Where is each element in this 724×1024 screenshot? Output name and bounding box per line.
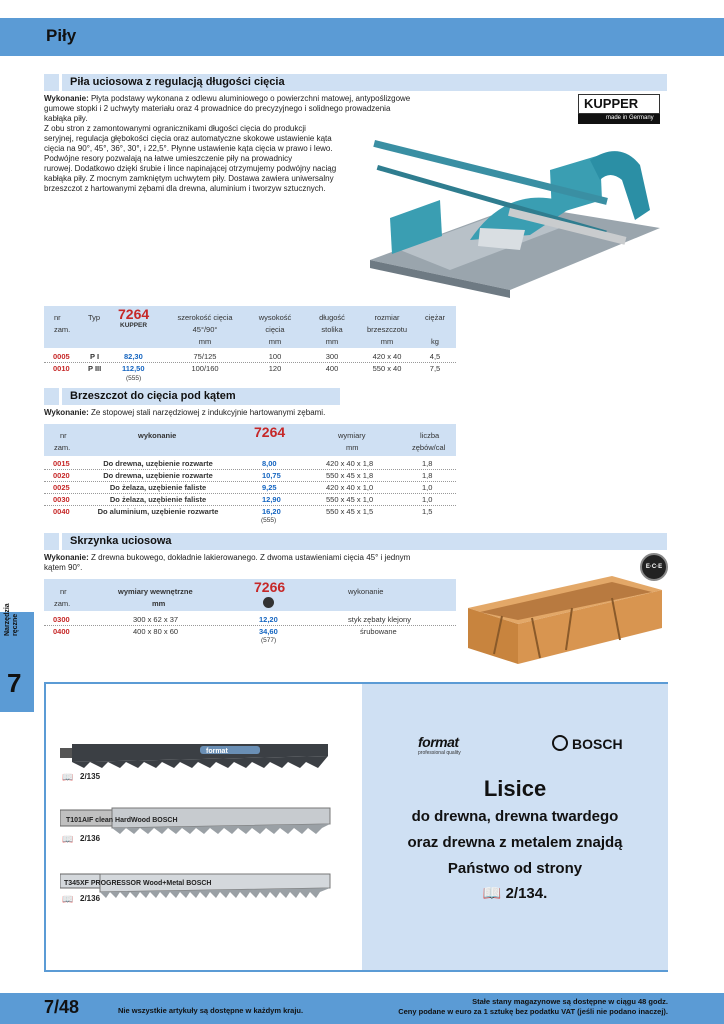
table-row: 0020: [53, 471, 70, 480]
code-brand: KUPPER: [120, 322, 148, 329]
book-icon: 📖: [62, 894, 74, 904]
col-nr: nr: [60, 587, 67, 596]
blade-ref: 2/135: [80, 772, 101, 781]
row-divider: [44, 625, 456, 626]
cell: śrubowane: [360, 627, 397, 636]
price: 112,50: [122, 364, 145, 373]
col-wykonanie: wykonanie: [138, 431, 177, 440]
col-wymiary: wymiary: [338, 431, 366, 440]
blade-description: Wykonanie: Ze stopowej stali narzędziowej z indukcyjnie hartowanymi zębami.: [44, 408, 326, 417]
cell: 420 x 40 x 1,8: [326, 459, 374, 468]
price: 16,20: [262, 507, 281, 516]
col-head: ciężar: [424, 313, 445, 322]
section-header-box: [62, 533, 667, 550]
promo-title: Lisice: [483, 776, 547, 801]
row-divider: [44, 469, 456, 470]
catalog-code: 7266: [254, 579, 286, 595]
table-note: (555): [126, 375, 142, 382]
blade-ref: 2/136: [80, 834, 101, 843]
cell: Do drewna, uzębienie rozwarte: [103, 471, 213, 480]
col-zam: zam.: [54, 443, 71, 452]
blade-label: format: [206, 748, 228, 755]
col-liczba: liczba: [420, 431, 440, 440]
jigsaw-blade-hardwood: [60, 804, 332, 834]
page-title: Piły: [46, 26, 77, 45]
cell: P I: [90, 352, 100, 361]
price: 12,90: [262, 495, 281, 504]
table-row: 0400: [53, 627, 70, 636]
cell: 1,0: [422, 483, 433, 492]
section-marker: [44, 388, 59, 405]
chapter-tab: [0, 603, 34, 712]
promo-box: [44, 682, 668, 972]
section-title: Brzeszczot do cięcia pod kątem: [70, 390, 236, 402]
chapter-number: 7: [7, 668, 22, 698]
jigsaw-blade-wood-metal: [60, 872, 332, 898]
cell: styk zębaty klejony: [348, 615, 411, 624]
chapter-label: Narzędzia ręczne: [4, 603, 19, 636]
col-wykonanie: wykonanie: [348, 587, 384, 596]
cell: 1,0: [422, 495, 433, 504]
row-divider: [44, 481, 456, 482]
col-wymiary: wymiary wewnętrzne: [118, 587, 193, 596]
ece-quality-badge: E·C·E: [640, 553, 668, 581]
col-zam: zam.: [54, 599, 71, 608]
col-head: wysokość: [258, 313, 292, 322]
blade-label: T101AIF clean HardWood BOSCH: [66, 817, 178, 824]
table-row: 0005: [53, 352, 70, 361]
format-logo: format professional quality: [418, 734, 461, 756]
col-nr: nr: [60, 431, 67, 440]
cell: 7,5: [429, 364, 441, 373]
table-row: 0010: [53, 364, 70, 373]
row-divider: [44, 493, 456, 494]
section-marker: [44, 74, 59, 91]
col-head: długość: [319, 313, 345, 322]
cell: 1,8: [422, 459, 433, 468]
table-row: 0300: [53, 615, 70, 624]
col-head: rozmiar: [374, 313, 400, 322]
section-title: Piła uciosowa z regulacją długości cięcia: [70, 76, 285, 88]
col-zam: zam.: [54, 325, 71, 334]
cell: 550 x 45 x 1,0: [326, 495, 374, 504]
cell: 400 x 80 x 60: [133, 627, 179, 636]
row-divider: [44, 362, 456, 363]
page-header: [0, 18, 724, 56]
blade-ref: 2/136: [80, 894, 101, 903]
catalog-code: 7264: [254, 424, 286, 440]
promo-line: Państwo od strony: [447, 860, 583, 877]
blade-label: T345XF PROGRESSOR Wood+Metal BOSCH: [64, 880, 212, 887]
book-icon: 📖: [62, 772, 74, 782]
col-head: mm: [380, 337, 394, 346]
price: 10,75: [262, 471, 281, 480]
section-header-saw: [62, 74, 667, 91]
col-nr: nr: [54, 313, 61, 322]
blade-table-header: [44, 424, 456, 456]
bosch-logo: BOSCH: [552, 736, 623, 753]
price: 8,00: [262, 459, 277, 468]
col-unit: mm: [152, 599, 166, 608]
cell: 420 x 40: [372, 352, 402, 361]
price: 82,30: [124, 352, 143, 361]
table-row: 0025: [53, 483, 70, 492]
price: 34,60: [259, 627, 278, 636]
jigsaw-blade-format: [60, 740, 332, 768]
section-marker: [44, 533, 59, 550]
box-table-header: [44, 579, 456, 611]
col-head: mm: [198, 337, 212, 346]
ece-mini-badge: [263, 597, 274, 608]
cell: 120: [268, 364, 282, 373]
book-icon: 📖: [62, 834, 74, 844]
cell: 1,5: [422, 507, 433, 516]
promo-line: do drewna, drewna twardego: [411, 808, 619, 825]
catalog-code: 7264: [118, 306, 150, 322]
page-number: 7/48: [44, 997, 80, 1017]
col-head: szerokość cięcia: [177, 313, 233, 322]
cell: 100: [268, 352, 282, 361]
section-header-blade: [62, 388, 340, 405]
cell: 75/125: [193, 352, 217, 361]
cell: 300 x 62 x 37: [133, 615, 179, 624]
page-footer: [0, 993, 724, 1024]
promo-line: oraz drewna z metalem znajdą: [407, 834, 623, 851]
cell: 420 x 40 x 1,0: [326, 483, 374, 492]
col-head: brzeszczotu: [366, 325, 408, 334]
cell: P III: [88, 364, 102, 373]
col-unit: mm: [346, 443, 359, 452]
table-note: (577): [261, 637, 277, 644]
book-icon: 📖: [482, 885, 502, 902]
box-description: Wykonanie: Z drewna bukowego, dokładnie lakierowanego. Z dwoma ustawieniami cięcia 45° i jednym kątem 90°.: [44, 553, 411, 572]
col-head: mm: [325, 337, 339, 346]
price: 12,20: [259, 615, 278, 624]
row-divider: [44, 505, 456, 506]
cell: 550 x 45 x 1,5: [326, 507, 374, 516]
cell: 100/160: [191, 364, 219, 373]
kupper-logo: KUPPER made in Germany: [578, 94, 660, 124]
col-typ: Typ: [88, 313, 101, 322]
table-row: 0030: [53, 495, 70, 504]
cell: Do aluminium, uzębienie rozwarte: [97, 507, 219, 516]
section-title: Skrzynka uciosowa: [70, 535, 172, 547]
cell: Do żelaza, uzębienie faliste: [109, 483, 207, 492]
promo-ref: 📖 2/134.: [482, 885, 548, 902]
cell: 4,5: [429, 352, 441, 361]
saw-description: Wykonanie: Płyta podstawy wykonana z odlewu aluminiowego o powierzchni matowej, antypoślizgowe gumowe stopki i 2 uchwyty materiału oraz 4 prowadnice do precyzyjnego i solidnego prowadzenia kabłąka piły. Z obu stron z zamontowanymi ogranicznikami długości cięcia do produkcji seryjnej, regulacja głębokości cięcia oraz automatyczne skokowe ustawienie kąta cięcia na 90°, 45°, 36°, 30°, i 22,5°. Płynne ustawienie kąta cięcia w prawo i lewo. Podwójne resory pozwalają na łatwe umieszczenie piły na prowadnicy rurowej. Dodatkowo dzięki śrubie i lince napinającej otrzymujemy podwójny naciąg kabłąka piły. Z mocnym zamkniętym uchwytem piły. Dostawa zawiera uniwersalny brzeszczot z hartowanymi zębami dla drewna, aluminium i tworzyw sztucznych.: [44, 94, 411, 193]
footer-note: Nie wszystkie artykuły są dostępne w każdym kraju.: [118, 1006, 304, 1015]
cell: 1,8: [422, 471, 433, 480]
footer-terms: Stałe stany magazynowe są dostępne w ciągu 48 godz. Ceny podane w euro za 1 sztukę bez podatku VAT (jeśli nie podano inaczej).: [398, 997, 668, 1016]
table-row: 0040: [53, 507, 70, 516]
cell: 400: [325, 364, 339, 373]
cell: Do drewna, uzębienie rozwarte: [103, 459, 213, 468]
col-head: 45°/90°: [192, 325, 218, 334]
col-head: cięcia: [265, 325, 285, 334]
col-unit: zębów/cal: [412, 443, 446, 452]
promo-text-panel: [362, 684, 668, 970]
cell: 550 x 45 x 1,8: [326, 471, 374, 480]
col-head: mm: [268, 337, 282, 346]
cell: 300: [325, 352, 339, 361]
mitre-box-image: [462, 568, 668, 668]
price: 9,25: [262, 483, 277, 492]
col-head: stolika: [321, 325, 343, 334]
table-note: (555): [261, 517, 277, 524]
cell: Do żelaza, uzębienie faliste: [109, 495, 207, 504]
mitre-saw-image: [360, 110, 670, 300]
cell: 550 x 40: [372, 364, 402, 373]
table-row: 0015: [53, 459, 70, 468]
col-head: kg: [431, 337, 439, 346]
